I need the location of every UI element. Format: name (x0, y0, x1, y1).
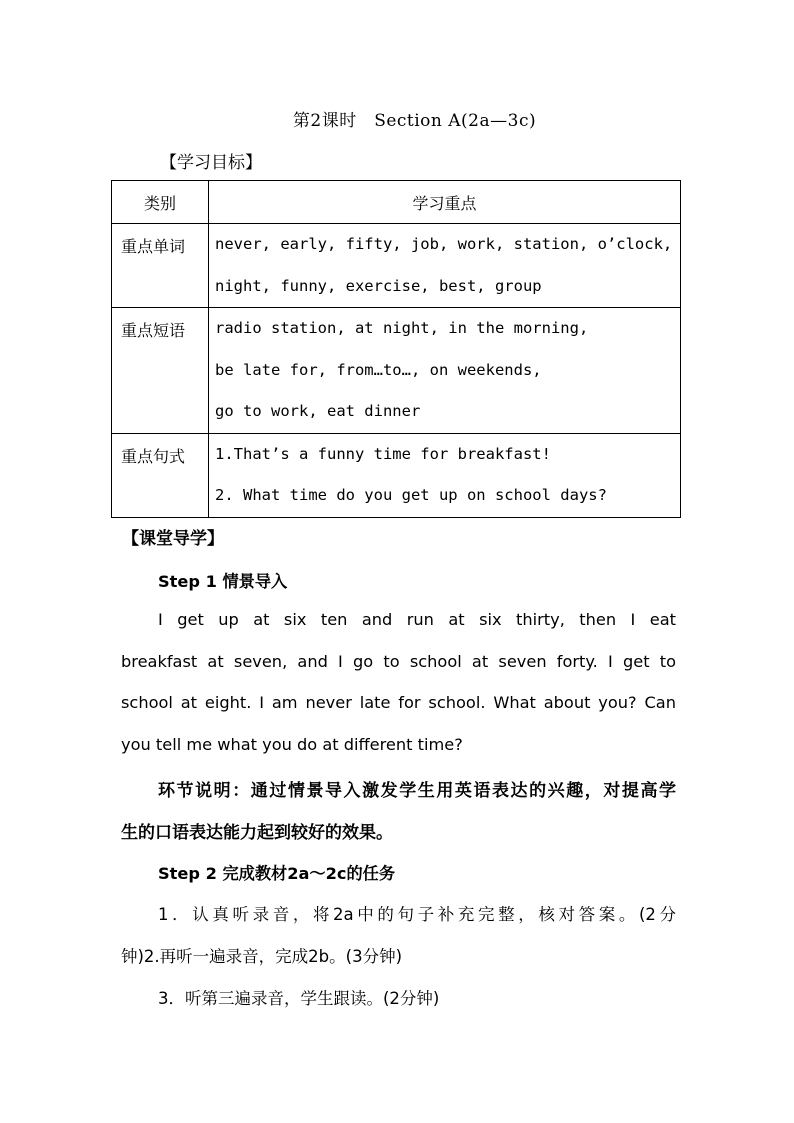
page-title: 第2课时 Section A(2a—3c) (292, 111, 537, 131)
row-category: 重点句式 (112, 433, 209, 517)
step1-line: you tell me what you do at different time? (121, 735, 463, 754)
learning-goals-table (111, 180, 681, 518)
step2-line: 3．听第三遍录音，学生跟读。(2分钟) (158, 989, 440, 1008)
row-category: 重点单词 (112, 224, 209, 308)
step1-line: breakfast at seven, and I go to school at seven forty. I get to (121, 652, 676, 671)
row-line: radio station, at night, in the morning, (215, 319, 589, 337)
step1-line: I get up at six ten and run at six thirty, then I eat (158, 610, 676, 629)
table-row (112, 308, 681, 434)
row-content (209, 224, 681, 308)
table-header-row (112, 181, 681, 224)
row-line: 1.That’s a funny time for breakfast! (215, 444, 551, 463)
row-line: 2. What time do you get up on school days? (215, 486, 607, 504)
learning-goals-heading: 【学习目标】 (160, 153, 262, 173)
step1-line: school at eight. I am never late for school. What about you? Can (121, 693, 676, 712)
row-line: be late for, from…to…, on weekends, (215, 360, 542, 379)
row-line: never, early, fifty, job, work, station, o’clock, (215, 235, 673, 253)
note-line: 环节说明：通过情景导入激发学生用英语表达的兴趣，对提高学 (158, 781, 676, 801)
step2-line: 1．认真听录音，将2a中的句子补充完整，核对答案。(2分 (158, 905, 676, 924)
category-column-header: 类别 (112, 181, 209, 224)
classroom-guide-heading: 【课堂导学】 (122, 529, 224, 549)
table-row (112, 433, 681, 517)
step1-title: Step 1 情景导入 (158, 572, 288, 591)
row-content (209, 308, 681, 434)
row-line: go to work, eat dinner (215, 402, 421, 420)
row-category: 重点短语 (112, 308, 209, 434)
step2-title: Step 2 完成教材2a～2c的任务 (158, 864, 396, 883)
note-line: 生的口语表达能力起到较好的效果。 (121, 823, 393, 843)
focus-column-header: 学习重点 (209, 181, 681, 224)
row-line: night, funny, exercise, best, group (215, 276, 542, 295)
row-content (209, 433, 681, 517)
step2-line: 钟)2.再听一遍录音，完成2b。(3分钟) (121, 947, 403, 966)
table-row (112, 224, 681, 308)
